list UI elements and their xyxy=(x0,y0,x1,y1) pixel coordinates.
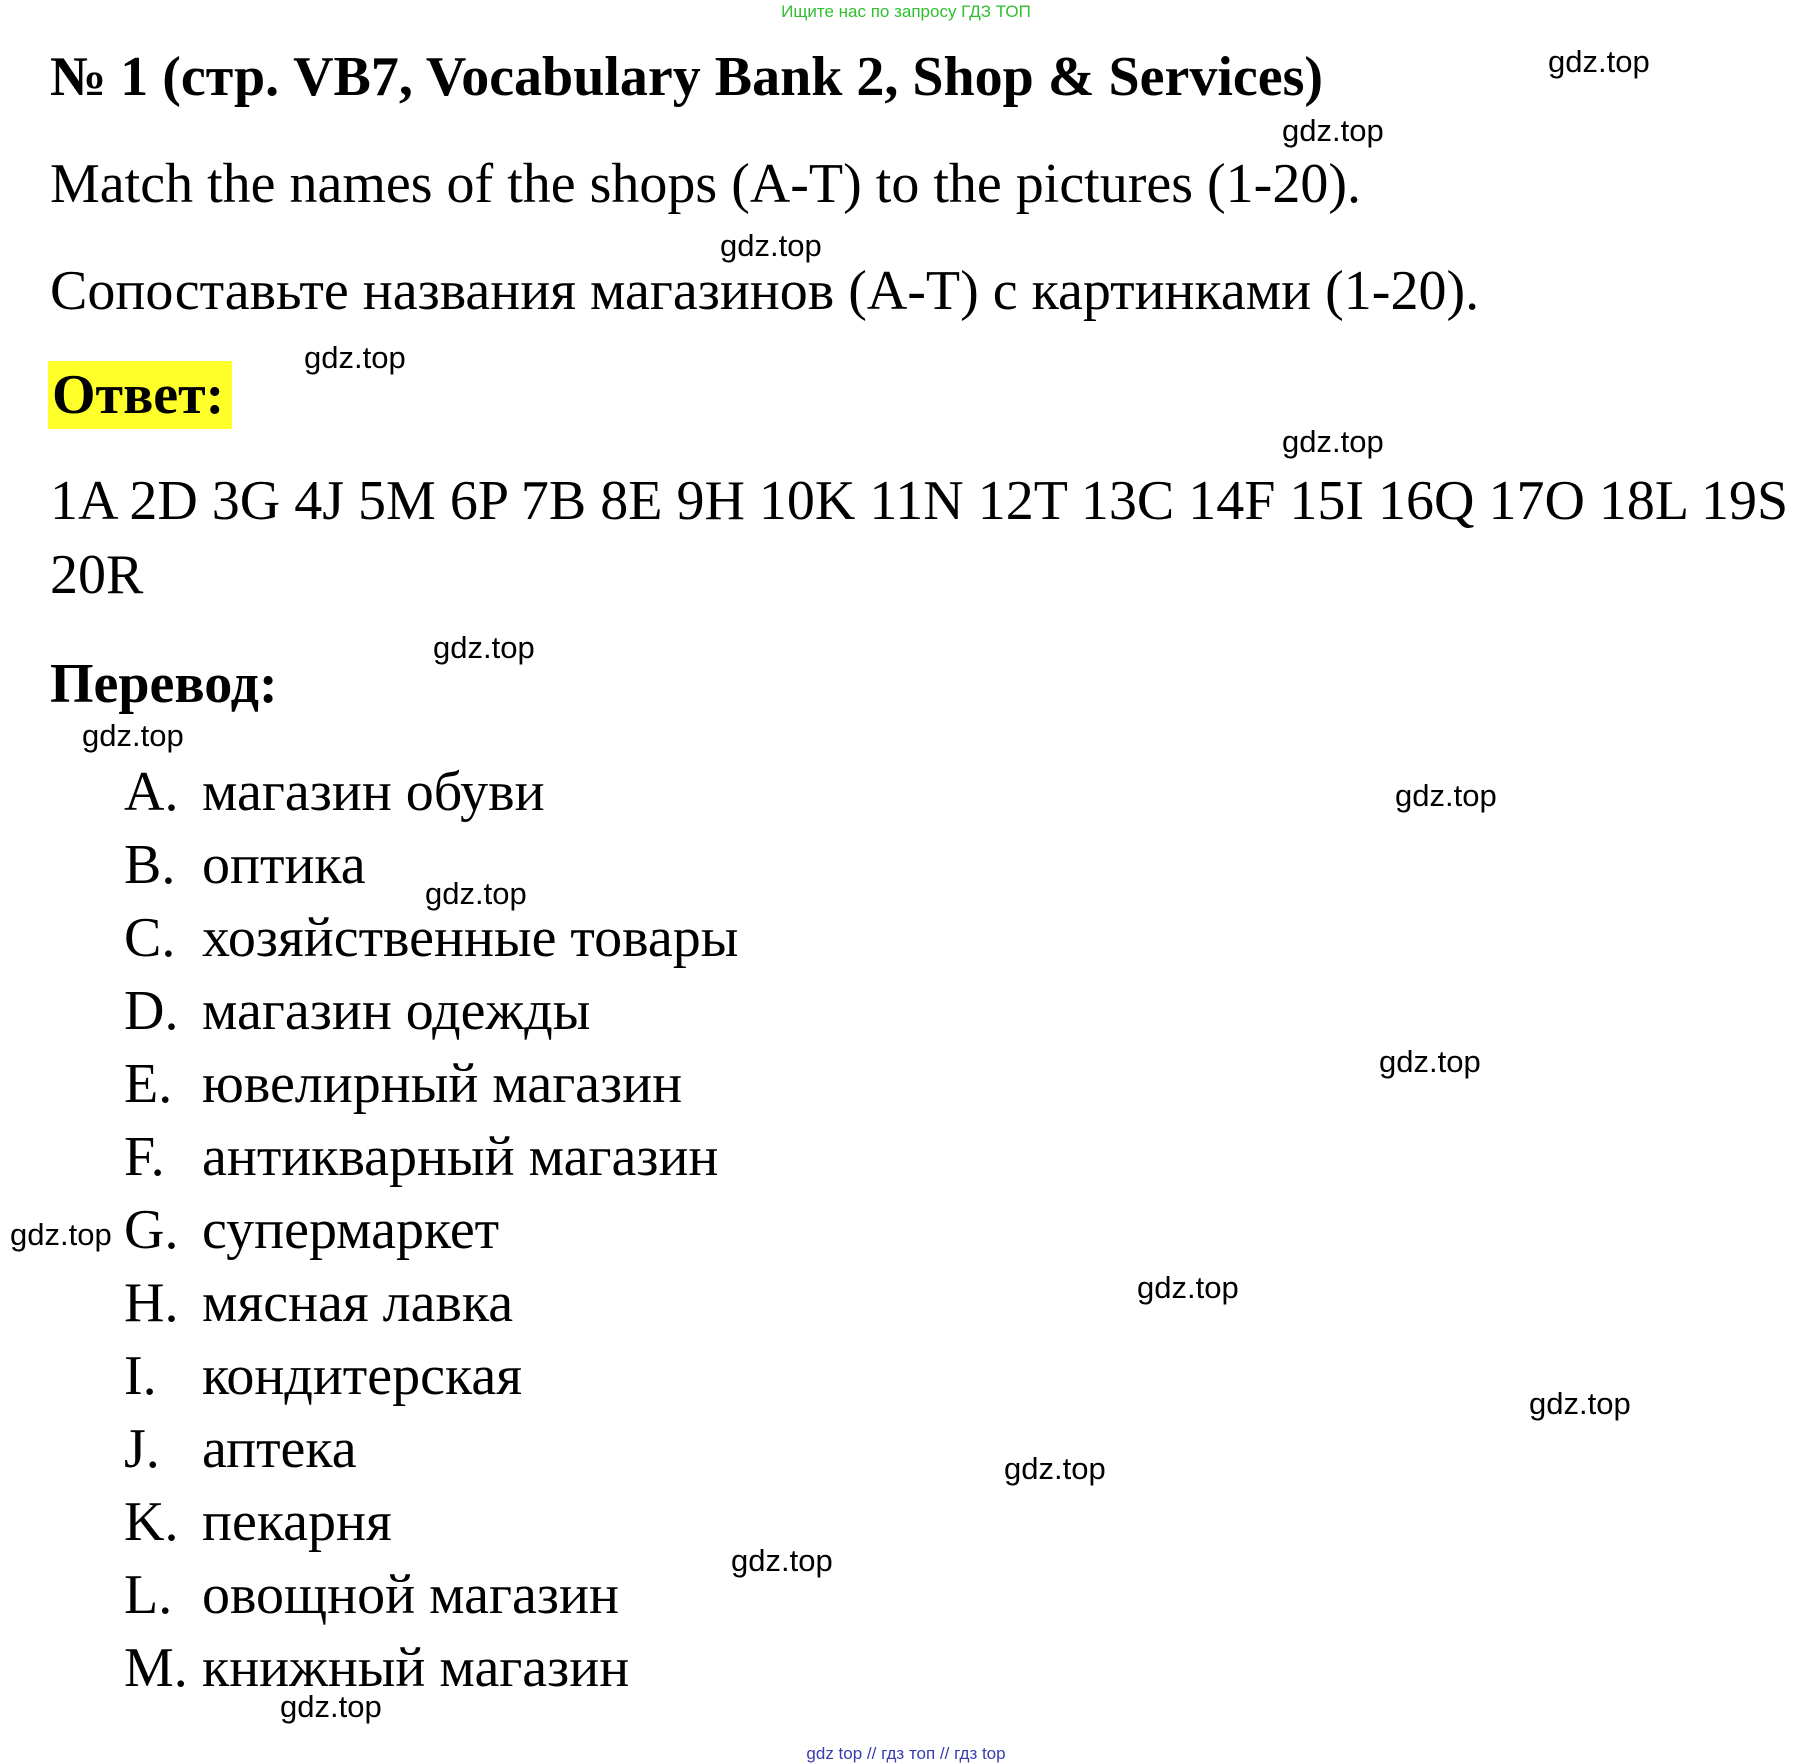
list-item-letter: A. xyxy=(124,761,179,823)
list-item xyxy=(124,1048,738,1121)
watermark: gdz.top xyxy=(425,876,527,911)
list-item-text: магазин одежды xyxy=(202,980,591,1042)
watermark: gdz.top xyxy=(433,630,535,665)
task-text-russian: Сопоставьте названия магазинов (A-T) с картинками (1-20). xyxy=(50,260,1480,322)
watermark: gdz.top xyxy=(1548,44,1650,79)
list-item xyxy=(124,1486,738,1559)
list-item-letter: H. xyxy=(124,1272,179,1334)
list-item xyxy=(124,1413,738,1486)
list-item-letter: G. xyxy=(124,1199,179,1261)
watermark: gdz.top xyxy=(720,228,822,263)
watermark: gdz.top xyxy=(280,1689,382,1724)
list-item-text: аптека xyxy=(202,1418,357,1480)
list-item-text: книжный магазин xyxy=(202,1637,630,1699)
page-title: № 1 (стр. VB7, Vocabulary Bank 2, Shop & Services) xyxy=(50,46,1324,108)
list-item-text: мясная лавка xyxy=(202,1272,514,1334)
watermark: gdz.top xyxy=(82,718,184,753)
list-item xyxy=(124,1559,738,1632)
answer-label: Ответ: xyxy=(48,361,232,429)
list-item xyxy=(124,1121,738,1194)
list-item xyxy=(124,1632,738,1705)
list-item-letter: M. xyxy=(124,1637,188,1699)
list-item-letter: L. xyxy=(124,1564,173,1626)
list-item xyxy=(124,975,738,1048)
list-item-text: оптика xyxy=(202,834,366,896)
list-item-letter: J. xyxy=(124,1418,160,1480)
list-item-letter: K. xyxy=(124,1491,179,1553)
watermark: gdz.top xyxy=(304,340,406,375)
answer-text: 1A 2D 3G 4J 5M 6P 7B 8E 9H 10K 11N 12T 13C 14F 15I 16Q 17O 18L 19S 20R xyxy=(50,470,1789,606)
list-item xyxy=(124,1194,738,1267)
list-item-letter: I. xyxy=(124,1345,157,1407)
list-item xyxy=(124,902,738,975)
watermark: gdz.top xyxy=(1529,1386,1631,1421)
list-item-letter: F. xyxy=(124,1126,165,1188)
list-item xyxy=(124,1340,738,1413)
list-item-letter: B. xyxy=(124,834,176,896)
watermark: gdz.top xyxy=(1282,424,1384,459)
watermark: gdz.top xyxy=(731,1543,833,1578)
list-item-letter: C. xyxy=(124,907,176,969)
translation-label: Перевод: xyxy=(50,653,278,715)
watermark: gdz.top xyxy=(1395,778,1497,813)
list-item-text: антикварный магазин xyxy=(202,1126,719,1188)
top-banner-link[interactable]: Ищите нас по запросу ГДЗ ТОП xyxy=(781,2,1031,21)
list-item-text: пекарня xyxy=(202,1491,392,1553)
list-item-text: хозяйственные товары xyxy=(202,907,739,969)
footer-links[interactable]: gdz top // гдз топ // гдз top xyxy=(806,1744,1006,1763)
list-item-letter: E. xyxy=(124,1053,173,1115)
watermark: gdz.top xyxy=(10,1217,112,1252)
watermark: gdz.top xyxy=(1137,1270,1239,1305)
list-item-letter: D. xyxy=(124,980,179,1042)
list-item xyxy=(124,1267,738,1340)
watermark: gdz.top xyxy=(1282,113,1384,148)
list-item-text: магазин обуви xyxy=(202,761,545,823)
list-item xyxy=(124,756,738,829)
task-text-english: Match the names of the shops (A-T) to the pictures (1-20). xyxy=(50,153,1361,215)
list-item-text: ювелирный магазин xyxy=(202,1053,683,1115)
watermark: gdz.top xyxy=(1004,1451,1106,1486)
list-item-text: овощной магазин xyxy=(202,1564,619,1626)
list-item-text: кондитерская xyxy=(202,1345,522,1407)
watermark: gdz.top xyxy=(1379,1044,1481,1079)
list-item-text: супермаркет xyxy=(202,1199,500,1261)
